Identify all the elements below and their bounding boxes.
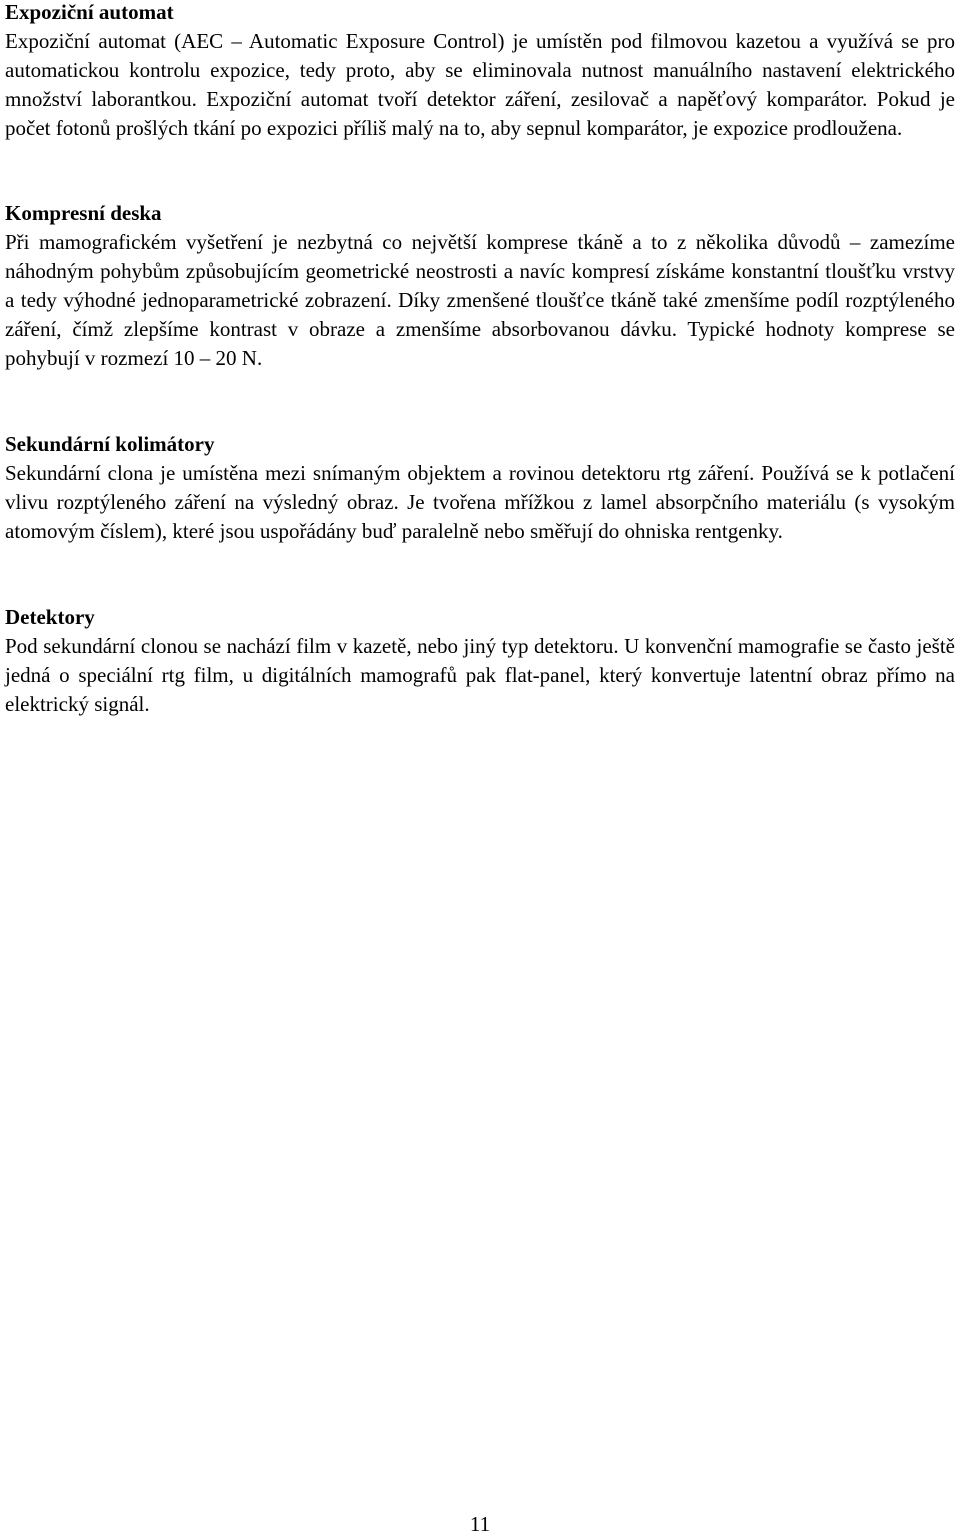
- section-detektory: [5, 603, 955, 719]
- section-heading: Sekundární kolimátory: [5, 432, 215, 456]
- section-heading: Detektory: [5, 605, 95, 629]
- section-kompresni-deska: [5, 199, 955, 373]
- section-sekundarni-kolimatory: [5, 430, 955, 546]
- section-paragraph: Sekundární clona je umístěna mezi snímaným objektem a rovinou detektoru rtg záření. Používá se k potlačení vlivu rozptýleného záření na výsledný obraz. Je tvořena mřížkou z lamel absorpčního materiálu (s vysokým atomovým číslem), které jsou uspořádány buď paralelně nebo směřují do ohniska rentgenky.: [5, 461, 955, 543]
- section-heading: Kompresní deska: [5, 201, 162, 225]
- section-expozicni-automat: [5, 0, 955, 143]
- section-heading: Expoziční automat: [5, 0, 174, 24]
- section-paragraph: Pod sekundární clonou se nachází film v kazetě, nebo jiný typ detektoru. U konvenční mamografie se často ještě jedná o speciální rtg film, u digitálních mamografů pak flat-panel, který konvertuje latentní obraz přímo na elektrický signál.: [5, 634, 955, 716]
- section-paragraph: Při mamografickém vyšetření je nezbytná co největší komprese tkáně a to z několika důvodů – zamezíme náhodným pohybům způsobujícím geometrické neostrosti a navíc kompresí získáme konstantní tloušťku vrstvy a tedy výhodné jednoparametrické zobrazení. Díky zmenšené tloušťce tkáně také zmenšíme podíl rozptýleného záření, čímž zlepšíme kontrast v obraze a zmenšíme absorbovanou dávku. Typické hodnoty komprese se pohybují v rozmezí 10 – 20 N.: [5, 230, 955, 370]
- section-paragraph: Expoziční automat (AEC – Automatic Exposure Control) je umístěn pod filmovou kazetou a využívá se pro automatickou kontrolu expozice, tedy proto, aby se eliminovala nutnost manuálního nastavení elektrického množství laborantkou. Expoziční automat tvoří detektor záření, zesilovač a napěťový komparátor. Pokud je počet fotonů prošlých tkání po expozici příliš malý na to, aby sepnul komparátor, je expozice prodloužena.: [5, 29, 955, 140]
- page-number: 11: [469, 1512, 491, 1536]
